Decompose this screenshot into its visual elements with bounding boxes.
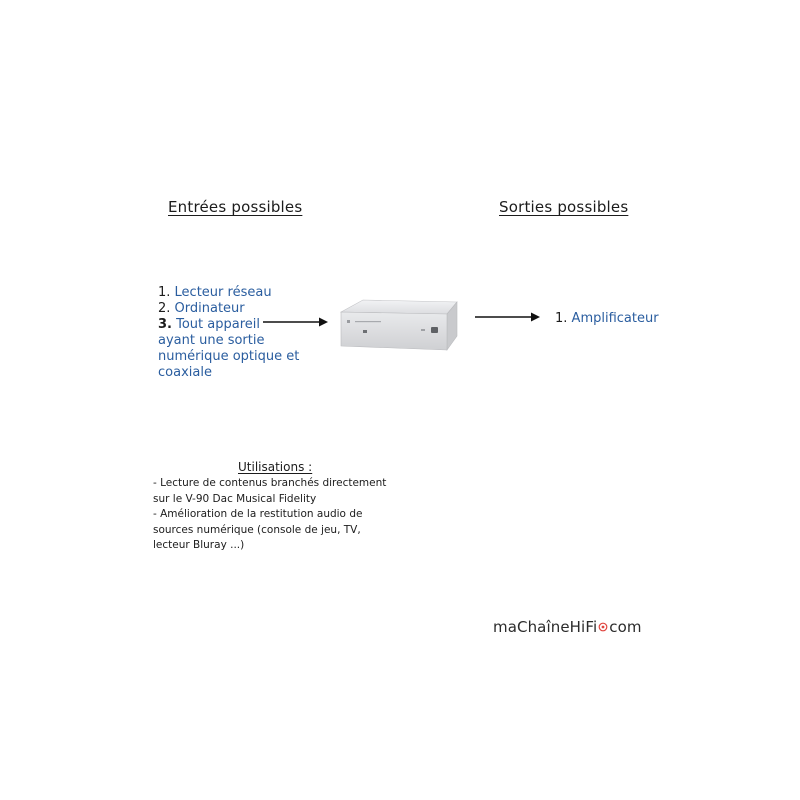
input-item-text: Lecteur réseau	[174, 285, 272, 300]
input-item-3-line-3: numérique optique et	[158, 349, 300, 364]
usage-line: sur le V-90 Dac Musical Fidelity	[153, 492, 317, 505]
brand-suffix: com	[609, 618, 642, 636]
usage-line: - Amélioration de la restitution audio de	[153, 508, 363, 520]
usage-line: lecteur Bluray ...)	[153, 539, 245, 551]
input-item-3-line-4: coaxiale	[158, 365, 212, 380]
inputs-list	[158, 285, 328, 381]
input-item-text: Ordinateur	[174, 301, 245, 316]
output-item-1	[555, 311, 659, 326]
usage-list	[153, 476, 403, 554]
dac-device-icon	[335, 296, 465, 356]
brand-prefix: maChaîneHiFi	[493, 618, 598, 636]
inputs-heading: Entrées possibles	[168, 198, 303, 216]
usage-line: - Lecture de contenus branchés directement	[153, 477, 387, 489]
output-arrow-icon	[475, 310, 541, 324]
brand-dot-icon	[598, 622, 608, 632]
input-item-3-line-2: ayant une sortie	[158, 333, 265, 348]
input-item-text: Tout appareil	[176, 317, 260, 332]
output-item-text: Amplificateur	[571, 311, 659, 326]
brand-logo	[493, 618, 642, 636]
usage-heading: Utilisations :	[238, 460, 313, 474]
usage-line: sources numérique (console de jeu, TV,	[153, 523, 361, 536]
outputs-heading: Sorties possibles	[499, 198, 629, 216]
input-item-1	[158, 285, 328, 301]
input-item-number: 1.	[158, 285, 171, 300]
output-item-number: 1.	[555, 311, 568, 326]
input-arrow-icon	[263, 315, 329, 329]
input-item-number: 2.	[158, 301, 171, 316]
input-item-number: 3.	[158, 317, 172, 332]
